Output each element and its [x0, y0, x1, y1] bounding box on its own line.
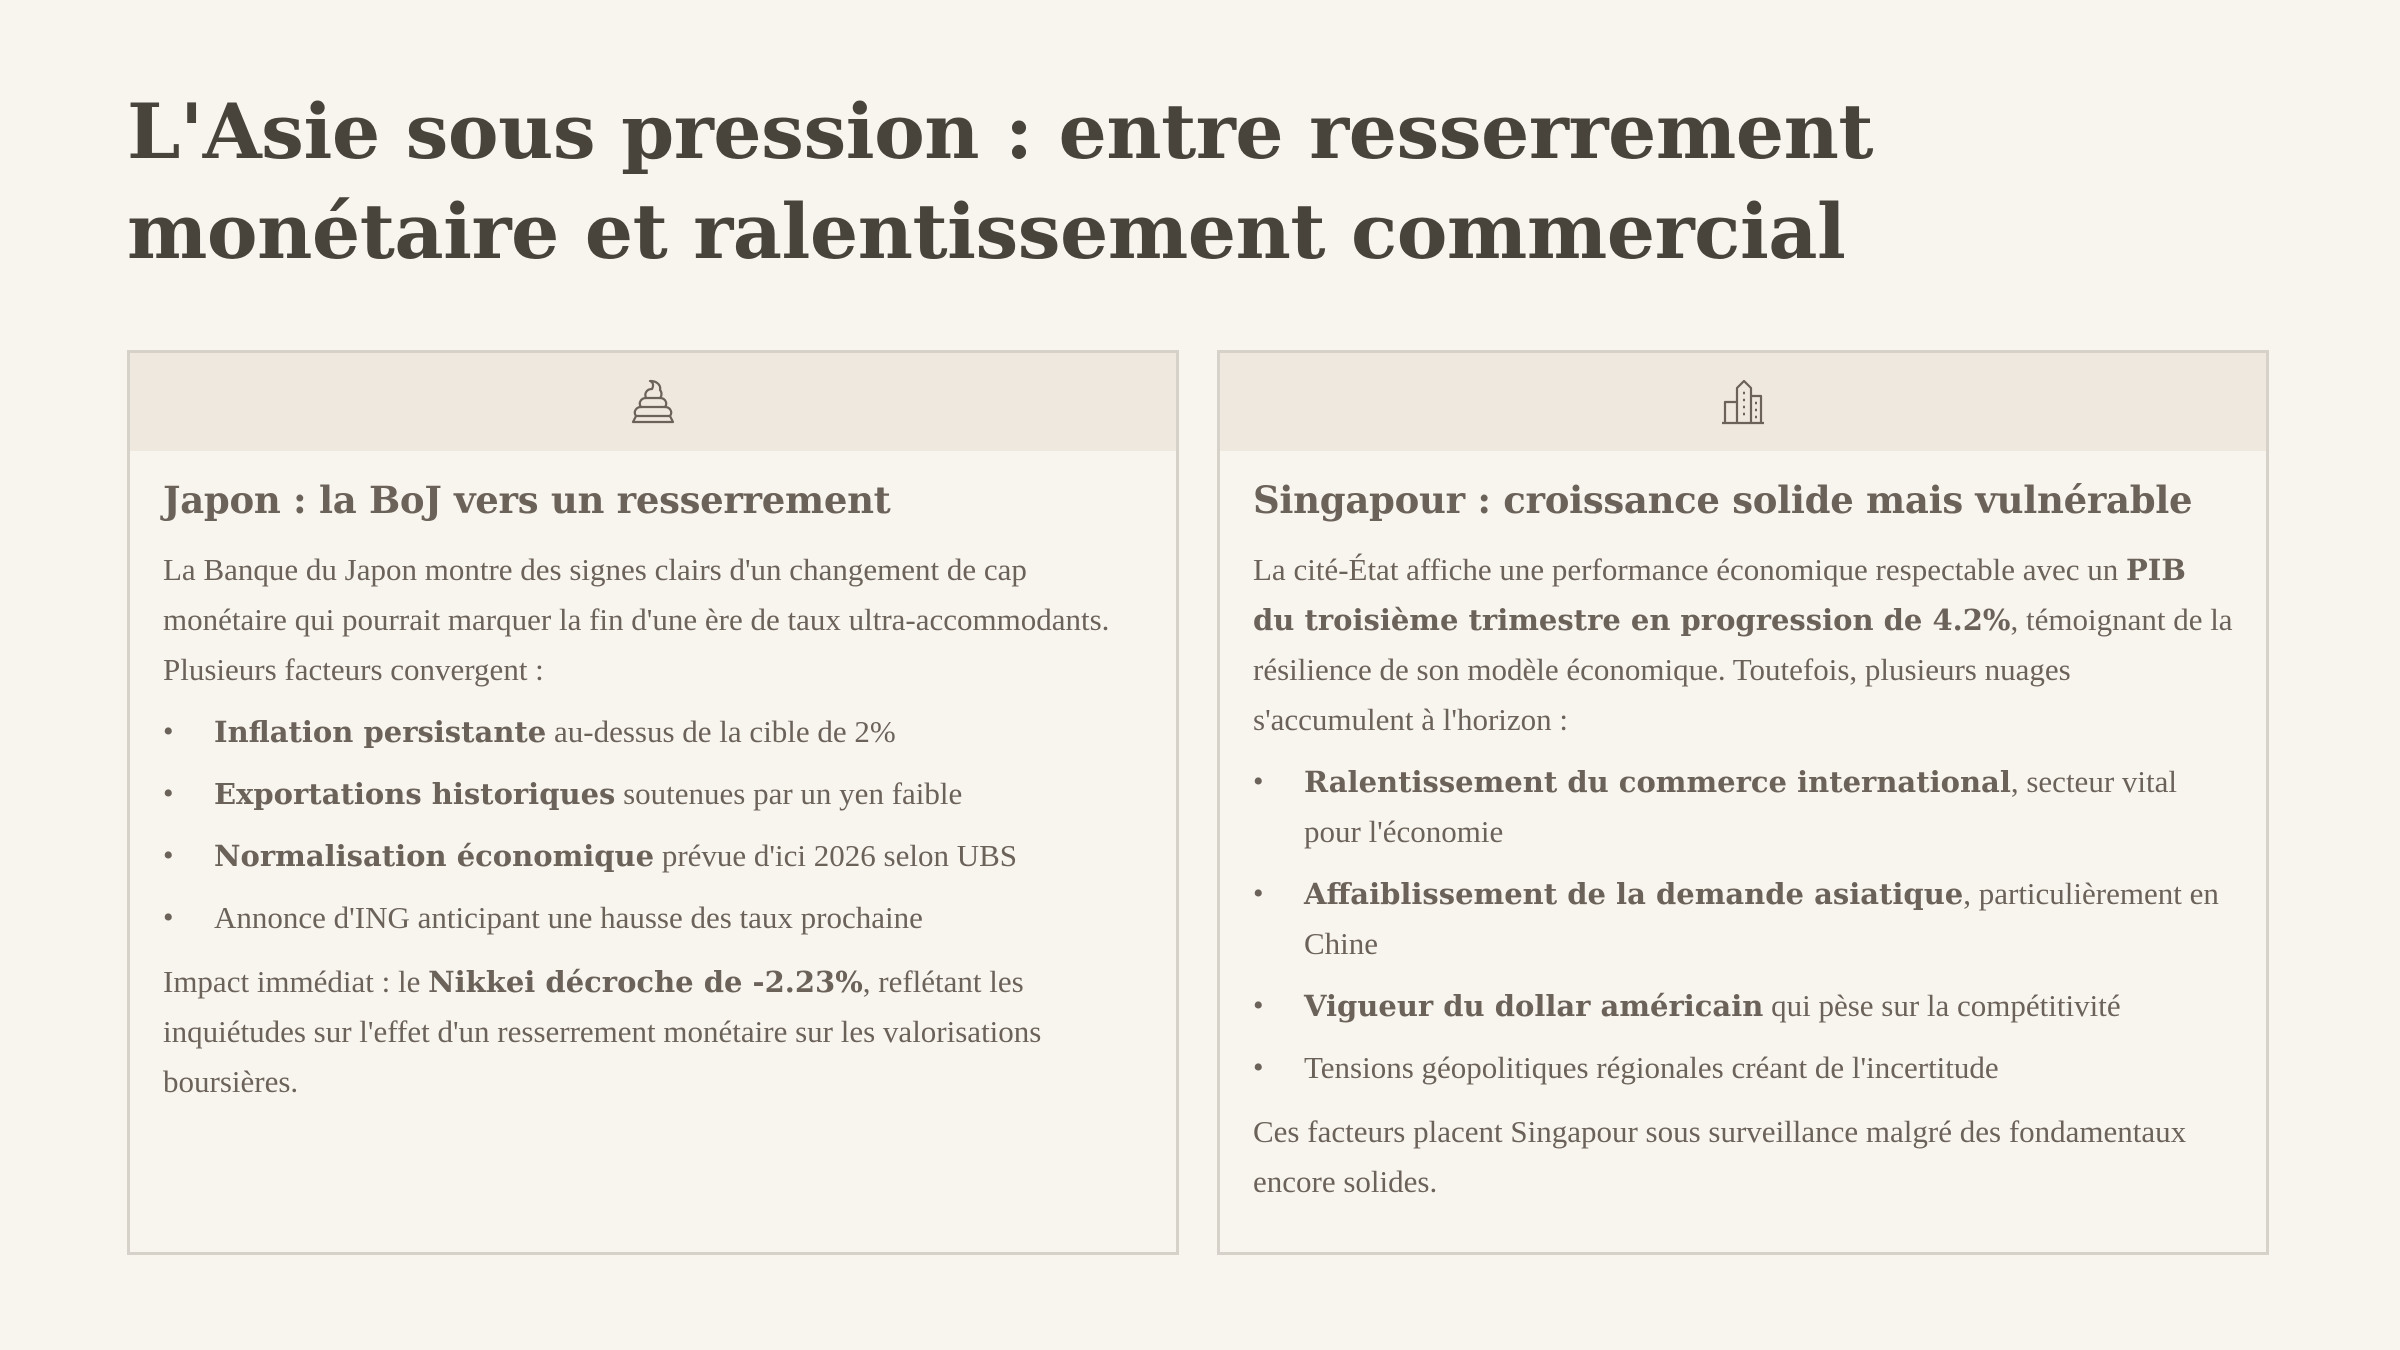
bullet-list: [163, 707, 1143, 943]
list-item: • Exportations historiques soutenues par un yen faible: [163, 769, 1143, 819]
card-singapore: [1217, 350, 2269, 1255]
building-icon: [1717, 376, 1769, 428]
list-item: • Vigueur du dollar américain qui pèse sur la compétitivité: [1253, 981, 2233, 1031]
card-intro: La cité-État affiche une performance économique respectable avec un PIB du troisième trimestre en progression de 4.2%, témoignant de la résilience de son modèle économique. Toutefois, plusieurs nuages s'accumulent à l'horizon :: [1253, 552, 2233, 737]
card-header: [130, 353, 1176, 451]
card-header: [1220, 353, 2266, 451]
page-title: L'Asie sous pression : entre resserrement monétaire et ralentissement commercial: [127, 87, 1873, 276]
card-outro: Ces facteurs placent Singapour sous surveillance malgré des fondamentaux encore solides.: [1253, 1114, 2187, 1199]
card-title: Singapour : croissance solide mais vulnérable: [1253, 478, 2193, 522]
bullet-list: [1253, 757, 2233, 1093]
card-outro: Impact immédiat : le Nikkei décroche de -2.23%, reflétant les inquiétudes sur l'effet d'un resserrement monétaire sur les valorisations boursières.: [163, 964, 1042, 1099]
card-japan: [127, 350, 1179, 1255]
list-item: • Annonce d'ING anticipant une hausse des taux prochaine: [163, 893, 1143, 943]
list-item: • Ralentissement du commerce international, secteur vital pour l'économie: [1253, 757, 2233, 857]
list-item: • Tensions géopolitiques régionales créant de l'incertitude: [1253, 1043, 2233, 1093]
poop-icon: [627, 376, 679, 428]
card-intro: La Banque du Japon montre des signes clairs d'un changement de cap monétaire qui pourrait marquer la fin d'une ère de taux ultra-accommodants. Plusieurs facteurs convergent :: [163, 552, 1110, 687]
list-item: • Normalisation économique prévue d'ici 2026 selon UBS: [163, 831, 1143, 881]
list-item: • Affaiblissement de la demande asiatique, particulièrement en Chine: [1253, 869, 2233, 969]
list-item: • Inflation persistante au-dessus de la cible de 2%: [163, 707, 1143, 757]
card-title: Japon : la BoJ vers un resserrement: [163, 478, 891, 522]
